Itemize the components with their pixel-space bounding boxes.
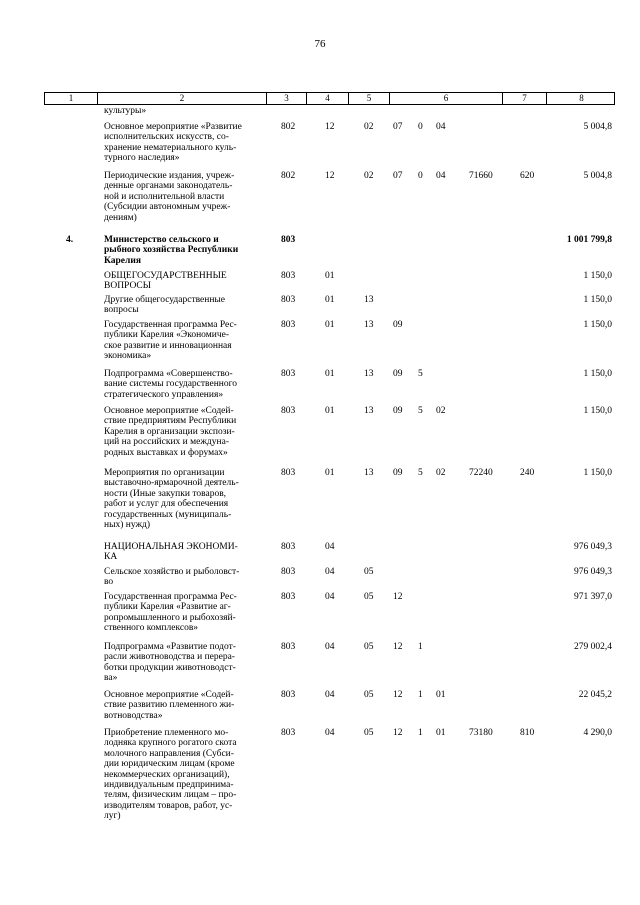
row-name: Основное мероприятие «Содей- ствие развитию племенного жи- вотноводства» — [104, 690, 235, 721]
row-target-3: 02 — [436, 406, 446, 416]
row-target-3: 04 — [436, 171, 446, 181]
row-name: Периодические издания, учреж- денные органами законодатель- ной и исполнительной власти (Субсидии автономным учреж- дениям) — [104, 171, 235, 223]
row-number: 4. — [66, 235, 74, 245]
row-sum: 976 049,3 — [574, 542, 612, 552]
row-pr: 13 — [364, 406, 374, 416]
row-target-1: 09 — [393, 468, 403, 478]
row-pr: 13 — [364, 369, 374, 379]
row-target-1: 07 — [393, 171, 403, 181]
row-sum: 4 290,0 — [583, 728, 612, 738]
row-target-3: 04 — [436, 122, 446, 132]
row-name: Приобретение племенного мо- лодняка крупного рогатого скота молочного направления (Субси- дии юридическим лицам (кроме некоммерческих организаций), индивидуальным предпринима- телям, физическим лицам – про- изводителям товаров, работ, ус- луг) — [104, 728, 237, 822]
row-rz: 01 — [325, 320, 335, 330]
row-pr: 13 — [364, 320, 374, 330]
row-name: Государственная программа Рес- публики Карелия «Экономиче- ское развитие и инновационная экономика» — [104, 320, 237, 362]
header-col-5: 5 — [349, 93, 390, 104]
row-sum: 976 049,3 — [574, 567, 612, 577]
row-name: Основное мероприятие «Развитие исполнительских искусств, со- хранение нематериального куль- турного наследия» — [104, 122, 242, 164]
row-rz: 04 — [325, 690, 335, 700]
row-ved: 803 — [281, 406, 296, 416]
row-ved: 803 — [281, 690, 296, 700]
row-pr: 05 — [364, 592, 374, 602]
row-sum: 22 045,2 — [578, 690, 612, 700]
row-sum: 1 150,0 — [583, 468, 612, 478]
row-target-2: 1 — [418, 690, 423, 700]
row-name: Сельское хозяйство и рыболовст- во — [104, 567, 240, 588]
row-ved: 803 — [281, 592, 296, 602]
row-pr: 05 — [364, 728, 374, 738]
row-name: ОБЩЕГОСУДАРСТВЕННЫЕ ВОПРОСЫ — [104, 271, 227, 292]
row-target-1: 07 — [393, 122, 403, 132]
row-name: Мероприятия по организации выставочно-ярмарочной деятель- ности (Иные закупки товаров, работ и услуг для обеспечения государственных (муниципаль- ных) нужд) — [104, 468, 239, 531]
row-target-4: 71660 — [469, 171, 493, 181]
row-vr: 620 — [520, 171, 535, 181]
row-name: Подпрограмма «Совершенство- вание системы государственного стратегического управления» — [104, 369, 238, 400]
row-rz: 01 — [325, 271, 335, 281]
row-name: культуры» — [104, 106, 147, 116]
header-col-6: 6 — [390, 93, 503, 104]
row-target-4: 73180 — [469, 728, 493, 738]
row-rz: 04 — [325, 542, 335, 552]
row-sum: 279 002,4 — [574, 642, 612, 652]
row-rz: 12 — [325, 122, 335, 132]
row-ved: 803 — [281, 567, 296, 577]
row-sum: 1 150,0 — [583, 271, 612, 281]
row-pr: 05 — [364, 567, 374, 577]
row-target-2: 5 — [418, 406, 423, 416]
row-name: Государственная программа Рес- публики Карелия «Развитие аг- ропромышленного и рыбохозяй- ственного комплексов» — [104, 592, 237, 634]
row-rz: 04 — [325, 592, 335, 602]
row-sum: 1 001 799,8 — [566, 235, 612, 245]
row-target-1: 12 — [393, 642, 403, 652]
page-number: 76 — [314, 38, 326, 50]
row-target-1: 12 — [393, 690, 403, 700]
row-target-2: 1 — [418, 642, 423, 652]
row-ved: 803 — [281, 642, 296, 652]
row-name: Министерство сельского и рыбного хозяйства Республики Карелия — [104, 235, 239, 266]
row-target-1: 12 — [393, 592, 403, 602]
row-sum: 1 150,0 — [583, 406, 612, 416]
row-target-3: 02 — [436, 468, 446, 478]
row-pr: 13 — [364, 295, 374, 305]
row-target-3: 01 — [436, 728, 446, 738]
row-rz: 04 — [325, 567, 335, 577]
row-rz: 01 — [325, 369, 335, 379]
header-col-2: 2 — [98, 93, 267, 104]
row-rz: 01 — [325, 406, 335, 416]
row-target-1: 12 — [393, 728, 403, 738]
row-target-2: 0 — [418, 122, 423, 132]
header-col-8: 8 — [579, 93, 584, 103]
row-target-2: 1 — [418, 728, 423, 738]
row-ved: 803 — [281, 369, 296, 379]
row-ved: 803 — [281, 320, 296, 330]
row-ved: 802 — [281, 122, 296, 132]
row-ved: 803 — [281, 295, 296, 305]
row-sum: 1 150,0 — [583, 320, 612, 330]
row-pr: 02 — [364, 122, 374, 132]
row-pr: 05 — [364, 642, 374, 652]
row-target-1: 09 — [393, 369, 403, 379]
row-ved: 802 — [281, 171, 296, 181]
row-ved: 803 — [281, 235, 296, 245]
row-target-2: 5 — [418, 468, 423, 478]
row-name: Подпрограмма «Развитие подот- расли животноводства и перера- ботки продукции животноводст- ва» — [104, 642, 236, 684]
row-ved: 803 — [281, 728, 296, 738]
row-rz: 01 — [325, 468, 335, 478]
row-target-3: 01 — [436, 690, 446, 700]
row-name: НАЦИОНАЛЬНАЯ ЭКОНОМИ- КА — [104, 542, 238, 563]
header-col-1: 1 — [45, 93, 98, 104]
row-rz: 12 — [325, 171, 335, 181]
row-ved: 803 — [281, 542, 296, 552]
row-name: Основное мероприятие «Содей- ствие предприятиям Республики Карелия в организации экспози- ций на российских и междуна- родных выставках и форумах» — [104, 406, 237, 458]
row-sum: 971 397,0 — [574, 592, 612, 602]
row-rz: 04 — [325, 728, 335, 738]
row-vr: 810 — [520, 728, 535, 738]
header-col-3: 3 — [267, 93, 307, 104]
table-header — [44, 92, 615, 105]
row-ved: 803 — [281, 468, 296, 478]
row-ved: 803 — [281, 271, 296, 281]
row-pr: 02 — [364, 171, 374, 181]
row-sum: 5 004,8 — [583, 171, 612, 181]
row-rz: 04 — [325, 642, 335, 652]
row-target-1: 09 — [393, 320, 403, 330]
header-col-7: 7 — [503, 93, 547, 104]
row-sum: 1 150,0 — [583, 295, 612, 305]
row-target-2: 0 — [418, 171, 423, 181]
row-sum: 5 004,8 — [583, 122, 612, 132]
row-pr: 05 — [364, 690, 374, 700]
row-vr: 240 — [520, 468, 535, 478]
row-target-4: 72240 — [469, 468, 493, 478]
row-sum: 1 150,0 — [583, 369, 612, 379]
row-name: Другие общегосударственные вопросы — [104, 295, 226, 316]
row-rz: 01 — [325, 295, 335, 305]
header-col-4: 4 — [307, 93, 349, 104]
row-pr: 13 — [364, 468, 374, 478]
row-target-1: 09 — [393, 406, 403, 416]
row-target-2: 5 — [418, 369, 423, 379]
